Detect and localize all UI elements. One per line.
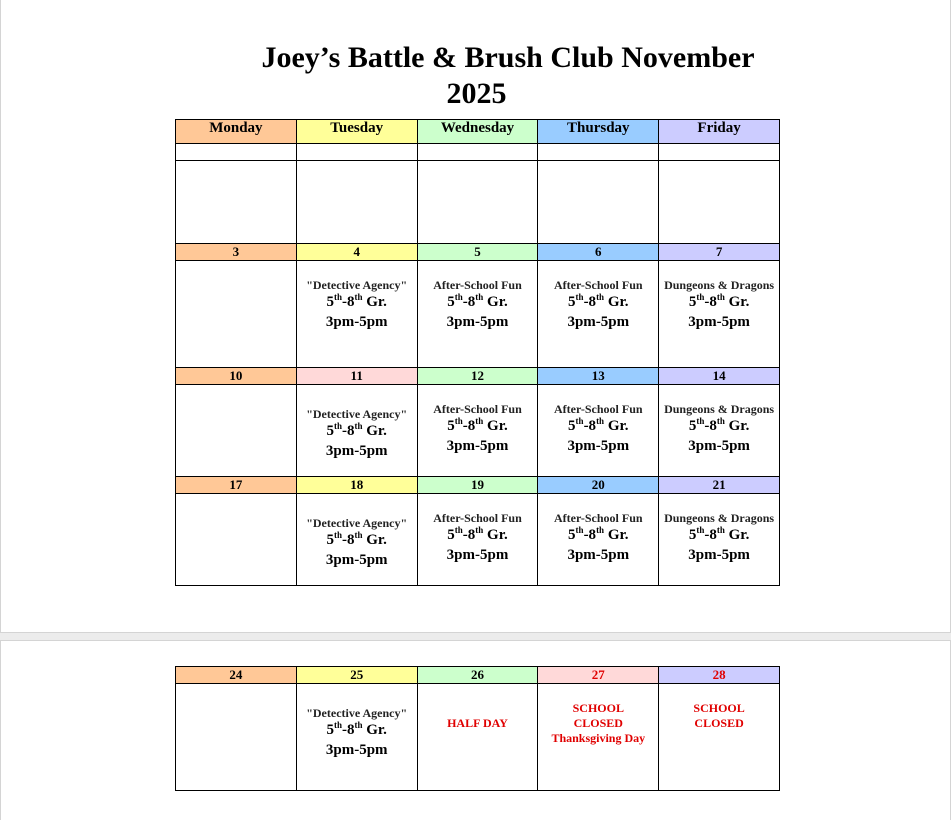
header-monday: Monday (176, 120, 297, 144)
title-line-2: 2025 (446, 77, 507, 110)
grade-suffix: th (696, 525, 705, 535)
date-cell: 4 (296, 244, 417, 261)
grade-start: 5 (326, 722, 334, 738)
header-thursday: Thursday (538, 120, 659, 144)
event-time: 3pm-5pm (446, 547, 509, 563)
grade-label: Gr. (483, 527, 508, 543)
event-title: After-School Fun (433, 278, 522, 292)
grade-start: 5 (568, 294, 576, 310)
page-2 (0, 640, 951, 820)
grade-suffix: th (596, 292, 605, 302)
event-time: 3pm-5pm (446, 314, 509, 330)
grade-suffix: th (475, 292, 484, 302)
event-time: 3pm-5pm (325, 314, 388, 330)
event-title: "Detective Agency" (306, 407, 408, 421)
event-title: "Detective Agency" (306, 516, 408, 530)
grade-suffix: th (716, 292, 725, 302)
event-time: 3pm-5pm (325, 443, 388, 459)
grade-range (659, 292, 779, 312)
grade-end: -8 (462, 527, 476, 543)
blank-cell (659, 144, 780, 161)
date-cell: 18 (296, 477, 417, 494)
event-block (297, 385, 417, 461)
grade-suffix: th (333, 421, 342, 431)
event-row (176, 261, 780, 368)
event-cell (538, 385, 659, 477)
grade-suffix: th (575, 525, 584, 535)
grade-end: -8 (583, 418, 597, 434)
grade-label: Gr. (604, 418, 629, 434)
grade-suffix: th (354, 421, 363, 431)
grade-suffix: th (454, 525, 463, 535)
header-wednesday: Wednesday (417, 120, 538, 144)
event-title: After-School Fun (554, 278, 643, 292)
event-block (418, 261, 538, 332)
closed-label: CLOSED (694, 716, 744, 730)
grade-end: -8 (583, 294, 597, 310)
title-line-1: Joey’s Battle & Brush Club November (261, 41, 755, 74)
event-time: 3pm-5pm (446, 438, 509, 454)
grade-range (297, 530, 417, 550)
blank-cell (417, 144, 538, 161)
grade-suffix: th (475, 416, 484, 426)
date-cell: 10 (176, 368, 297, 385)
grade-range (297, 292, 417, 312)
grade-suffix: th (333, 720, 342, 730)
date-cell: 19 (417, 477, 538, 494)
date-cell: 12 (417, 368, 538, 385)
school-label: SCHOOL (572, 701, 624, 715)
date-cell: 7 (659, 244, 780, 261)
event-cell (417, 385, 538, 477)
event-time: 3pm-5pm (325, 552, 388, 568)
grade-suffix: th (575, 416, 584, 426)
grade-end: -8 (704, 527, 717, 543)
date-row (176, 368, 780, 385)
grade-end: -8 (704, 294, 717, 310)
grade-end: -8 (341, 722, 355, 738)
event-cell (417, 494, 538, 586)
grade-suffix: th (596, 416, 605, 426)
event-time: 3pm-5pm (567, 314, 630, 330)
date-row (176, 244, 780, 261)
page-title (175, 40, 841, 112)
date-cell: 13 (538, 368, 659, 385)
event-cell-empty (176, 494, 297, 586)
event-block (659, 261, 779, 332)
event-row (176, 494, 780, 586)
date-cell: 3 (176, 244, 297, 261)
date-cell-holiday: 27 (538, 667, 659, 684)
grade-suffix: th (354, 530, 363, 540)
grade-range (297, 720, 417, 740)
grade-end: -8 (704, 418, 717, 434)
event-title: After-School Fun (554, 402, 643, 416)
grade-label: Gr. (724, 294, 750, 310)
date-row (176, 667, 780, 684)
event-cell (659, 494, 780, 586)
date-cell-holiday: 28 (659, 667, 780, 684)
event-cell (417, 261, 538, 368)
grade-start: 5 (568, 527, 576, 543)
grade-label: Gr. (362, 423, 387, 439)
event-title: Dungeons & Dragons (664, 402, 775, 416)
grade-label: Gr. (362, 722, 387, 738)
grade-label: Gr. (604, 294, 629, 310)
date-cell: 14 (659, 368, 780, 385)
event-block (297, 494, 417, 570)
grade-start: 5 (688, 418, 697, 434)
grade-suffix: th (454, 416, 463, 426)
header-tuesday: Tuesday (296, 120, 417, 144)
grade-range (538, 416, 658, 436)
grade-end: -8 (341, 423, 355, 439)
date-cell: 20 (538, 477, 659, 494)
date-cell: 25 (296, 667, 417, 684)
grade-suffix: th (716, 525, 725, 535)
date-cell: 5 (417, 244, 538, 261)
grade-label: Gr. (724, 527, 750, 543)
event-row (176, 684, 780, 791)
event-block (297, 684, 417, 760)
date-cell: 6 (538, 244, 659, 261)
grade-start: 5 (447, 294, 455, 310)
event-title: Dungeons & Dragons (664, 278, 775, 292)
school-closed-cell (659, 684, 780, 791)
date-cell: 24 (176, 667, 297, 684)
grade-start: 5 (326, 423, 334, 439)
event-time: 3pm-5pm (688, 314, 750, 330)
grade-start: 5 (326, 532, 334, 548)
grade-end: -8 (462, 418, 476, 434)
event-row (176, 385, 780, 477)
grade-start: 5 (326, 294, 334, 310)
grade-suffix: th (333, 530, 342, 540)
grade-range (418, 525, 538, 545)
grade-suffix: th (354, 292, 363, 302)
grade-suffix: th (454, 292, 463, 302)
half-day-label: HALF DAY (447, 716, 508, 730)
event-cell (659, 385, 780, 477)
grade-suffix: th (575, 292, 584, 302)
event-block (538, 494, 658, 565)
grade-start: 5 (688, 294, 697, 310)
school-label: SCHOOL (693, 701, 745, 715)
grade-end: -8 (341, 532, 355, 548)
half-day-cell (417, 684, 538, 791)
event-block (538, 385, 658, 456)
event-cell-empty (176, 684, 297, 791)
grade-start: 5 (568, 418, 576, 434)
event-block (659, 385, 779, 456)
grade-label: Gr. (483, 418, 508, 434)
event-title: After-School Fun (433, 511, 522, 525)
grade-label: Gr. (724, 418, 750, 434)
grade-range (659, 525, 779, 545)
event-cell (296, 494, 417, 586)
grade-suffix: th (354, 720, 363, 730)
grade-suffix: th (696, 416, 705, 426)
thanksgiving-label: Thanksgiving Day (551, 731, 646, 745)
event-time: 3pm-5pm (688, 438, 750, 454)
event-cell (538, 261, 659, 368)
grade-suffix: th (596, 525, 605, 535)
grade-end: -8 (462, 294, 476, 310)
date-cell: 17 (176, 477, 297, 494)
school-closed-notice (538, 684, 658, 746)
grade-label: Gr. (362, 294, 387, 310)
header-friday: Friday (659, 120, 780, 144)
event-cell-empty (176, 261, 297, 368)
event-block (297, 261, 417, 332)
event-time: 3pm-5pm (567, 438, 630, 454)
blank-date-row (176, 144, 780, 161)
blank-cell (296, 144, 417, 161)
grade-range (538, 525, 658, 545)
grade-start: 5 (447, 527, 455, 543)
empty-cell (296, 161, 417, 244)
event-title: "Detective Agency" (306, 278, 408, 292)
grade-end: -8 (341, 294, 355, 310)
event-block (659, 494, 779, 565)
date-cell: 11 (296, 368, 417, 385)
empty-cell (659, 161, 780, 244)
event-block (418, 385, 538, 456)
grade-suffix: th (333, 292, 342, 302)
event-title: Dungeons & Dragons (664, 511, 775, 525)
event-title: After-School Fun (433, 402, 522, 416)
grade-range (418, 416, 538, 436)
calendar-table (175, 119, 780, 586)
school-closed-cell (538, 684, 659, 791)
event-time: 3pm-5pm (688, 547, 750, 563)
event-cell-empty (176, 385, 297, 477)
grade-label: Gr. (483, 294, 508, 310)
grade-end: -8 (583, 527, 597, 543)
grade-range (659, 416, 779, 436)
event-cell (538, 494, 659, 586)
calendar-table-continued (175, 666, 780, 791)
event-block (538, 261, 658, 332)
event-block (418, 494, 538, 565)
event-time: 3pm-5pm (567, 547, 630, 563)
event-cell (296, 261, 417, 368)
event-cell (296, 684, 417, 791)
event-title: After-School Fun (554, 511, 643, 525)
grade-start: 5 (688, 527, 697, 543)
grade-label: Gr. (604, 527, 629, 543)
blank-cell (176, 144, 297, 161)
empty-cell (176, 161, 297, 244)
closed-label: CLOSED (573, 716, 623, 730)
blank-cell (538, 144, 659, 161)
empty-cell (538, 161, 659, 244)
event-cell (659, 261, 780, 368)
event-title: "Detective Agency" (306, 706, 408, 720)
grade-suffix: th (696, 292, 705, 302)
grade-suffix: th (475, 525, 484, 535)
grade-start: 5 (447, 418, 455, 434)
grade-label: Gr. (362, 532, 387, 548)
empty-cell (417, 161, 538, 244)
school-closed-notice (659, 684, 779, 731)
date-cell: 21 (659, 477, 780, 494)
date-cell: 26 (417, 667, 538, 684)
empty-week-row (176, 161, 780, 244)
date-row (176, 477, 780, 494)
weekday-header-row (176, 120, 780, 144)
grade-suffix: th (716, 416, 725, 426)
grade-range (418, 292, 538, 312)
event-time: 3pm-5pm (325, 742, 388, 758)
grade-range (538, 292, 658, 312)
grade-range (297, 421, 417, 441)
event-cell (296, 385, 417, 477)
